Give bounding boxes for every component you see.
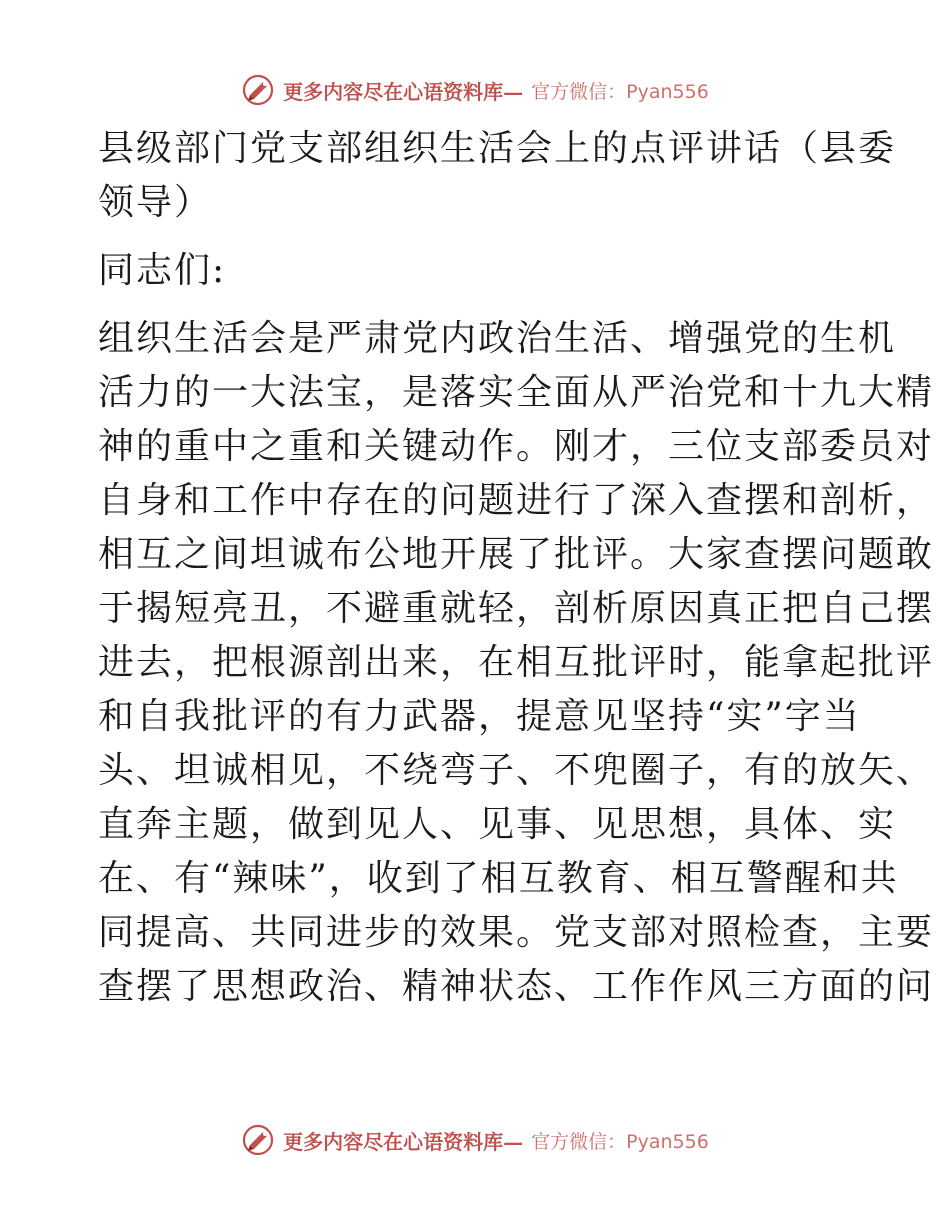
banner-contact: 官方微信：Pyan556 — [531, 1130, 709, 1153]
document-body — [98, 122, 935, 1014]
body-line: 和自我批评的有力武器，提意见坚持“实”字当 — [98, 696, 861, 737]
body-line: 进去，把根源剖出来，在相互批评时，能拿起批评 — [98, 642, 935, 683]
banner-contact: 官方微信：Pyan556 — [531, 80, 709, 103]
banner-text: 更多内容尽在心语资料库— — [283, 79, 524, 104]
body-line: 于揭短亮丑，不避重就轻，剖析原因真正把自己摆 — [98, 588, 935, 629]
pen-logo-icon — [241, 73, 275, 107]
body-line: 头、坦诚相见，不绕弯子、不兜圈子，有的放矢、 — [98, 750, 935, 791]
body-line: 同提高、共同进步的效果。党支部对照检查，主要 — [98, 912, 935, 953]
body-line: 自身和工作中存在的问题进行了深入查摆和剖析， — [98, 480, 935, 521]
header-banner — [0, 68, 950, 112]
title-line: 县级部门党支部组织生活会上的点评讲话（县委 — [98, 128, 897, 169]
body-line: 神的重中之重和关键动作。刚才，三位支部委员对 — [98, 426, 935, 467]
body-line: 组织生活会是严肃党内政治生活、增强党的生机 — [98, 318, 897, 359]
banner-text: 更多内容尽在心语资料库— — [283, 1129, 524, 1154]
body-line: 查摆了思想政治、精神状态、工作作风三方面的问 — [98, 966, 935, 1007]
body-line: 相互之间坦诚布公地开展了批评。大家查摆问题敢 — [98, 534, 935, 575]
body-line: 直奔主题，做到见人、见事、见思想，具体、实 — [98, 804, 897, 845]
body-line: 活力的一大法宝，是落实全面从严治党和十九大精 — [98, 372, 935, 413]
pen-logo-icon — [241, 1123, 275, 1157]
footer-banner — [0, 1118, 950, 1162]
greeting: 同志们: — [98, 250, 227, 291]
title-line: 领导） — [98, 182, 213, 223]
body-line: 在、有“辣味”，收到了相互教育、相互警醒和共 — [98, 858, 899, 899]
